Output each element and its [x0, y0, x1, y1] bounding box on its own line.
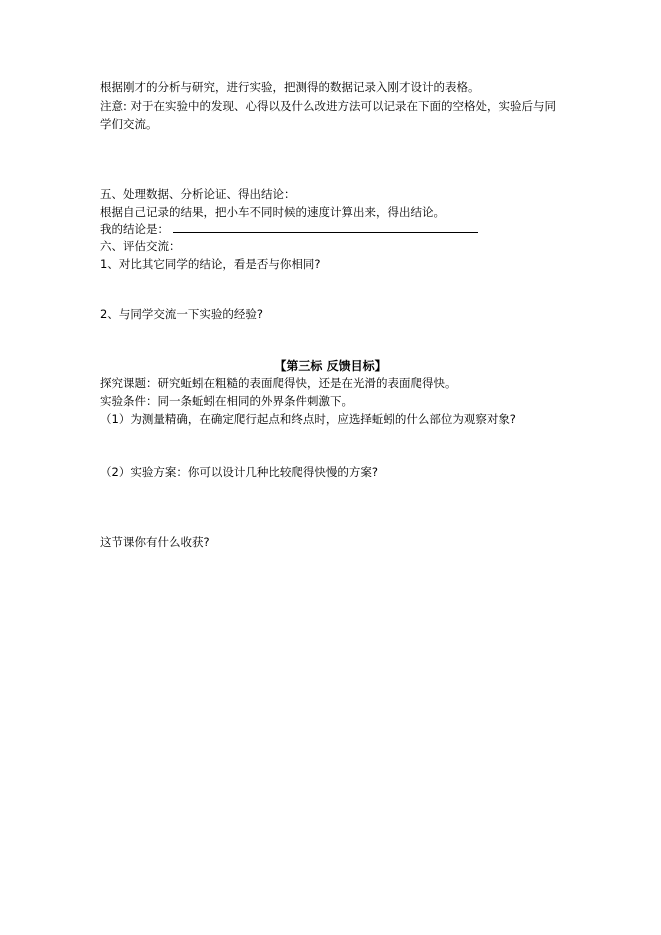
target-three-question-2: （2）实验方案：你可以设计几种比较爬得快慢的方案? — [100, 465, 378, 479]
conclusion-row — [100, 221, 478, 236]
closing-question: 这节课你有什么收获? — [100, 535, 210, 549]
section-five-instruction: 根据自己记录的结果，把小车不同时候的速度计算出来，得出结论。 — [100, 205, 445, 219]
target-three-heading: 【第三标 反馈目标】 — [274, 359, 387, 373]
research-topic: 探究课题：研究蚯蚓在粗糙的表面爬得快，还是在光滑的表面爬得快。 — [100, 376, 457, 390]
experiment-condition: 实验条件：同一条蚯蚓在相同的外界条件刺激下。 — [100, 394, 353, 408]
experiment-instruction: 根据刚才的分析与研究，进行实验，把测得的数据记录入刚才设计的表格。 — [100, 80, 480, 94]
conclusion-label: 我的结论是： — [100, 222, 169, 236]
section-six-question-2: 2、与同学交流一下实验的经验? — [100, 307, 263, 321]
target-three-question-1: （1）为测量精确，在确定爬行起点和终点时，应选择蚯蚓的什么部位为观察对象? — [100, 412, 516, 426]
conclusion-blank[interactable] — [173, 221, 478, 233]
section-six-question-1: 1、对比其它同学的结论，看是否与你相同? — [100, 257, 321, 271]
note-line-2: 学们交流。 — [100, 117, 158, 131]
note-line-1: 注意: 对于在实验中的发现、心得以及什么改进方法可以记录在下面的空格处，实验后与同 — [100, 99, 557, 113]
section-five-title: 五、处理数据、分析论证、得出结论： — [100, 187, 296, 201]
section-six-title: 六、评估交流： — [100, 239, 181, 253]
